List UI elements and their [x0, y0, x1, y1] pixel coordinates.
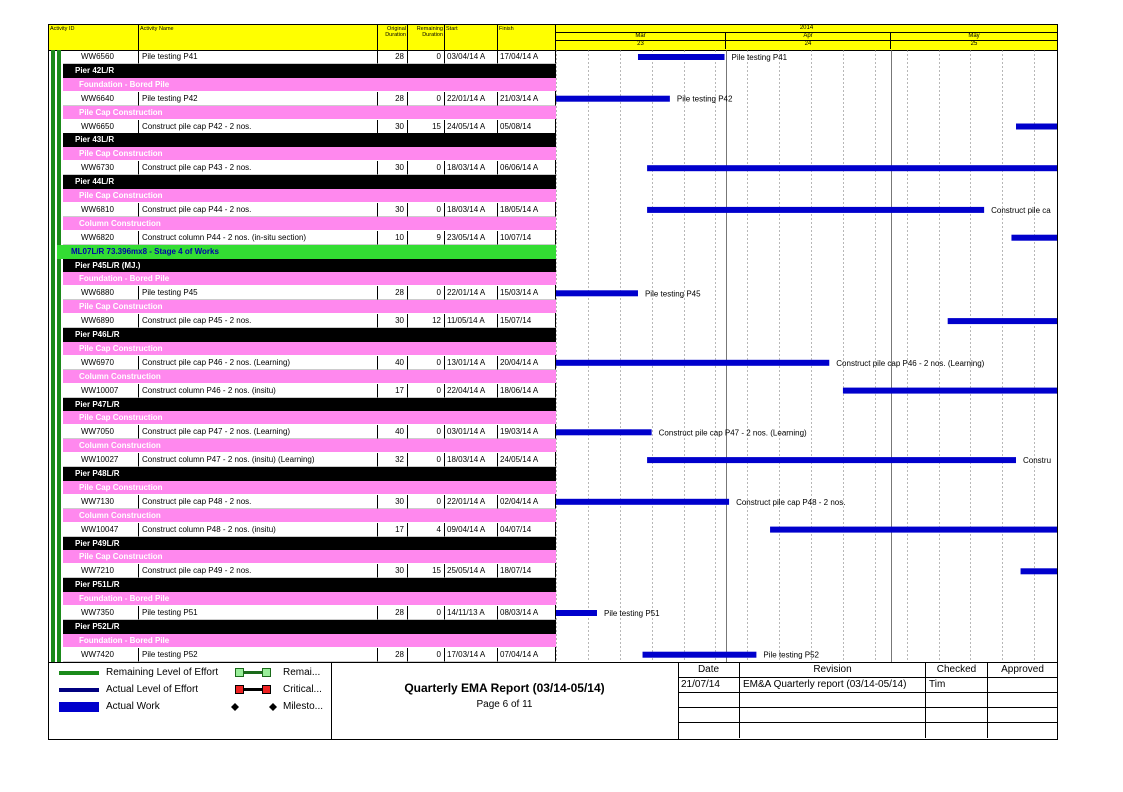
wbs-subgroup-row: [49, 189, 1057, 203]
timeline-month: May: [968, 33, 980, 39]
remaining-duration: 0: [408, 606, 445, 620]
wbs-label: Pier P52L/R: [75, 621, 120, 631]
revision-table: [678, 663, 1057, 740]
header-finish[interactable]: Finish: [498, 25, 556, 50]
activity-id: WW7210: [63, 564, 139, 578]
gantt-bar-label: Construct pile cap P46 - 2 nos. (Learning): [836, 358, 985, 368]
revision-header-date: Date: [678, 663, 740, 678]
wbs-subgroup-row: [49, 217, 1057, 231]
header-start[interactable]: Start: [445, 25, 498, 50]
wbs-label: Column Construction: [79, 510, 161, 520]
milestone-icon: [229, 701, 279, 713]
wbs-band: [63, 133, 556, 147]
original-duration: 30: [378, 120, 408, 134]
activity-row[interactable]: [49, 92, 1057, 106]
report-title-block: [331, 663, 679, 740]
original-duration: 17: [378, 523, 408, 537]
original-duration: 28: [378, 648, 408, 662]
activity-name: Construct pile cap P43 - 2 nos.: [139, 161, 378, 175]
finish-date: 06/06/14 A: [498, 161, 556, 175]
activity-name: Pile testing P52: [139, 648, 378, 662]
legend-critical-link: [244, 688, 262, 691]
gantt-bar-label: Construct pile cap P48 - 2 nos.: [736, 497, 846, 507]
revision-empty-cell: [926, 693, 988, 708]
remaining-duration: 0: [408, 648, 445, 662]
wbs-label: Pile Cap Construction: [79, 191, 163, 200]
wbs-subgroup-row: [49, 78, 1057, 92]
wbs-label: Pier P46L/R: [75, 330, 120, 339]
remaining-duration: 0: [408, 453, 445, 467]
activity-id: WW6970: [63, 356, 139, 370]
wbs-label: Pile Cap Construction: [79, 482, 163, 492]
legend-remaining-work-link: [244, 671, 262, 674]
activity-row[interactable]: [49, 564, 1057, 578]
finish-date: 15/07/14: [498, 314, 556, 328]
activity-id: WW10007: [63, 384, 139, 398]
wbs-label: ML07L/R 73.396mx8 - Stage 4 of Works: [71, 246, 219, 256]
wbs-band: [63, 578, 556, 592]
wbs-pier-row: [49, 328, 1057, 342]
wbs-pier-row: [49, 398, 1057, 412]
start-date: 09/04/14 A: [445, 523, 498, 537]
legend: [49, 663, 332, 740]
original-duration: 30: [378, 495, 408, 509]
wbs-label: Pile Cap Construction: [79, 107, 163, 117]
legend-critical-swatch: [235, 685, 244, 694]
start-date: 23/05/14 A: [445, 231, 498, 245]
wbs-subgroup-row: [49, 592, 1057, 606]
wbs-stage-row: [49, 245, 1057, 259]
wbs-subgroup-row: [49, 439, 1057, 453]
wbs-band: [63, 467, 556, 481]
legend-remaining-work: Remai...: [283, 667, 321, 678]
wbs-subgroup-row: [49, 509, 1057, 523]
start-date: 03/04/14 A: [445, 50, 498, 64]
revision-empty-cell: [988, 708, 1057, 723]
wbs-label: Foundation - Bored Pile: [79, 635, 170, 645]
legend-actual-work: Actual Work: [106, 701, 160, 712]
activity-name: Pile testing P51: [139, 606, 378, 620]
original-duration: 40: [378, 356, 408, 370]
original-duration: 30: [378, 161, 408, 175]
wbs-band: [63, 398, 556, 412]
finish-date: 07/04/14 A: [498, 648, 556, 662]
original-duration: 30: [378, 203, 408, 217]
start-date: 22/04/14 A: [445, 384, 498, 398]
finish-date: 18/06/14 A: [498, 384, 556, 398]
activity-row[interactable]: [49, 453, 1057, 467]
legend-actual-loe-swatch: [59, 688, 99, 692]
wbs-subgroup-row: [49, 342, 1057, 356]
finish-date: 18/05/14 A: [498, 203, 556, 217]
wbs-subgroup-row: [49, 147, 1057, 161]
gantt-bar-label: Pile testing P45: [644, 289, 701, 299]
start-date: 22/01/14 A: [445, 495, 498, 509]
remaining-duration: 0: [408, 495, 445, 509]
wbs-pier-row: [49, 620, 1057, 634]
revision-checked: Tim: [926, 678, 988, 693]
finish-date: 21/03/14 A: [498, 92, 556, 106]
original-duration: 32: [378, 453, 408, 467]
start-date: 17/03/14 A: [445, 648, 498, 662]
timeline-months-row: [556, 33, 1057, 41]
gantt-bar-label: Constru: [1023, 456, 1052, 466]
finish-date: 02/04/14 A: [498, 495, 556, 509]
wbs-label: Foundation - Bored Pile: [79, 594, 170, 604]
start-date: 22/01/14 A: [445, 92, 498, 106]
activity-name: Construct pile cap P48 - 2 nos.: [139, 495, 378, 509]
wbs-label: Pier P45L/R (MJ.): [75, 260, 141, 270]
start-date: 03/01/14 A: [445, 425, 498, 439]
activity-row[interactable]: [49, 356, 1057, 370]
report-title: Quarterly EMA Report (03/14-05/14): [404, 681, 605, 695]
wbs-label: Foundation - Bored Pile: [79, 274, 170, 284]
activity-row[interactable]: [49, 231, 1057, 245]
activity-row[interactable]: [49, 606, 1057, 620]
finish-date: 15/03/14 A: [498, 286, 556, 300]
remaining-duration: 0: [408, 161, 445, 175]
wbs-label: Pile Cap Construction: [79, 302, 163, 312]
activity-name: Construct column P46 - 2 nos. (insitu): [139, 384, 378, 398]
remaining-duration: 0: [408, 50, 445, 64]
header-activity-id[interactable]: Activity ID: [49, 25, 139, 50]
activity-name: Construct pile cap P49 - 2 nos.: [139, 564, 378, 578]
timeline-quarters-row: [556, 41, 1057, 49]
wbs-label: Pile Cap Construction: [79, 413, 163, 423]
wbs-label: Column Construction: [79, 218, 161, 228]
wbs-label: Pier P47L/R: [75, 399, 120, 409]
wbs-label: Pile Cap Construction: [79, 552, 163, 562]
wbs-subgroup-row: [49, 106, 1057, 120]
timeline-month: Mar: [556, 33, 726, 41]
activity-row[interactable]: [49, 120, 1057, 134]
timeline-month: Apr: [726, 33, 891, 41]
activity-row[interactable]: [49, 425, 1057, 439]
gantt-bar-label: Construct pile cap P47 - 2 nos. (Learning): [658, 428, 807, 438]
revision-empty-cell: [678, 723, 740, 738]
activity-id: WW6810: [63, 203, 139, 217]
wbs-subgroup-row: [49, 272, 1057, 286]
start-date: 11/05/14 A: [445, 314, 498, 328]
revision-empty-cell: [678, 708, 740, 723]
original-duration: 30: [378, 564, 408, 578]
header-original-duration[interactable]: Original Duration: [378, 25, 408, 50]
start-date: 14/11/13 A: [445, 606, 498, 620]
timeline-header: [556, 25, 1057, 50]
activity-id: WW7130: [63, 495, 139, 509]
legend-remaining-work-swatch: [262, 668, 271, 677]
revision-empty-cell: [926, 708, 988, 723]
finish-date: 10/07/14: [498, 231, 556, 245]
timeline-quarter: 25: [970, 41, 978, 47]
start-date: 22/01/14 A: [445, 286, 498, 300]
revision-empty-cell: [988, 693, 1057, 708]
wbs-subgroup-row: [49, 550, 1057, 564]
remaining-duration: 4: [408, 523, 445, 537]
wbs-pier-row: [49, 537, 1057, 551]
finish-date: 05/08/14: [498, 120, 556, 134]
original-duration: 28: [378, 286, 408, 300]
activity-name: Construct pile cap P47 - 2 nos. (Learning): [139, 425, 378, 439]
revision-header-revision: Revision: [740, 663, 926, 678]
revision-description: EM&A Quarterly report (03/14-05/14): [740, 678, 926, 693]
original-duration: 28: [378, 50, 408, 64]
wbs-label: Pier 44L/R: [75, 177, 115, 187]
wbs-subgroup-row: [49, 370, 1057, 384]
activity-id: WW7420: [63, 648, 139, 662]
wbs-band: [63, 64, 556, 78]
revision-empty-cell: [740, 723, 926, 738]
remaining-duration: 15: [408, 120, 445, 134]
timeline-year: 2014: [556, 25, 1057, 33]
wbs-band: [63, 175, 556, 189]
revision-empty-cell: [740, 708, 926, 723]
header-activity-name[interactable]: Activity Name: [139, 25, 378, 50]
activity-id: WW6890: [63, 314, 139, 328]
revision-header-approved: Approved: [988, 663, 1057, 678]
revision-empty-cell: [988, 723, 1057, 738]
activity-id: WW6650: [63, 120, 139, 134]
remaining-duration: 12: [408, 314, 445, 328]
start-date: 25/05/14 A: [445, 564, 498, 578]
activity-name: Construct column P48 - 2 nos. (insitu): [139, 523, 378, 537]
wbs-label: Pier P49L/R: [75, 538, 120, 548]
finish-date: 18/07/14: [498, 564, 556, 578]
revision-date: 21/07/14: [678, 678, 740, 693]
legend-critical-swatch: [262, 685, 271, 694]
wbs-label: Column Construction: [79, 371, 161, 381]
activity-name: Construct pile cap P42 - 2 nos.: [139, 120, 378, 134]
finish-date: 04/07/14: [498, 523, 556, 537]
wbs-pier-row: [49, 64, 1057, 78]
wbs-label: Pier 43L/R: [75, 135, 115, 145]
activity-id: WW6880: [63, 286, 139, 300]
finish-date: 24/05/14 A: [498, 453, 556, 467]
activity-name: Construct pile cap P44 - 2 nos.: [139, 203, 378, 217]
wbs-pier-row: [49, 578, 1057, 592]
original-duration: 28: [378, 606, 408, 620]
original-duration: 10: [378, 231, 408, 245]
wbs-label: Pile Cap Construction: [79, 149, 163, 159]
wbs-band: [63, 537, 556, 551]
remaining-duration: 0: [408, 384, 445, 398]
activity-id: WW10047: [63, 523, 139, 537]
finish-date: 20/04/14 A: [498, 356, 556, 370]
remaining-duration: 0: [408, 356, 445, 370]
wbs-label: Pier P48L/R: [75, 469, 120, 478]
activity-table: [49, 50, 1057, 662]
schedule-sheet: [48, 24, 1058, 740]
wbs-label: Column Construction: [79, 441, 161, 451]
remaining-duration: 15: [408, 564, 445, 578]
activity-row[interactable]: [49, 286, 1057, 300]
activity-id: WW7050: [63, 425, 139, 439]
legend-remaining-work-swatch: [235, 668, 244, 677]
start-date: 18/03/14 A: [445, 161, 498, 175]
finish-date: 19/03/14 A: [498, 425, 556, 439]
activity-name: Pile testing P41: [139, 50, 378, 64]
legend-milestone: Milesto...: [283, 701, 324, 712]
wbs-pier-row: [49, 175, 1057, 189]
revision-approved: [988, 678, 1057, 693]
start-date: 13/01/14 A: [445, 356, 498, 370]
page-number: Page 6 of 11: [476, 699, 533, 710]
legend-actual-loe: Actual Level of Effort: [106, 684, 199, 695]
header-remaining-duration[interactable]: Remaining Duration: [408, 25, 445, 50]
timeline-quarter: 24: [726, 41, 891, 49]
activity-row[interactable]: [49, 161, 1057, 175]
remaining-duration: 0: [408, 425, 445, 439]
revision-empty-cell: [926, 723, 988, 738]
gantt-bar-label: Pile testing P42: [676, 94, 733, 104]
gantt-bar-label: Pile testing P51: [603, 609, 660, 618]
start-date: 24/05/14 A: [445, 120, 498, 134]
start-date: 18/03/14 A: [445, 203, 498, 217]
activity-name: Construct column P47 - 2 nos. (insitu) (Learning): [139, 453, 378, 467]
activity-row[interactable]: [49, 203, 1057, 217]
wbs-pier-row: [49, 467, 1057, 481]
activity-name: Construct pile cap P45 - 2 nos.: [139, 314, 378, 328]
activity-id: WW6730: [63, 161, 139, 175]
activity-row[interactable]: [49, 523, 1057, 537]
gantt-bar-label: Pile testing P41: [731, 53, 788, 62]
revision-header-checked: Checked: [926, 663, 988, 678]
wbs-band: [63, 620, 556, 634]
gantt-bar-label: Pile testing P52: [763, 650, 819, 660]
wbs-label: Pier 42L/R: [75, 65, 115, 75]
remaining-duration: 0: [408, 286, 445, 300]
revision-empty-cell: [678, 693, 740, 708]
revision-empty-cell: [740, 693, 926, 708]
footer: [49, 662, 1057, 740]
original-duration: 30: [378, 314, 408, 328]
original-duration: 28: [378, 92, 408, 106]
legend-remaining-loe: Remaining Level of Effort: [106, 667, 219, 678]
activity-id: WW6640: [63, 92, 139, 106]
remaining-duration: 0: [408, 92, 445, 106]
wbs-subgroup-row: [49, 411, 1057, 425]
timeline-quarter: 23: [556, 41, 726, 49]
wbs-label: Pile Cap Construction: [79, 343, 163, 353]
legend-critical: Critical...: [283, 684, 322, 695]
activity-id: WW6820: [63, 231, 139, 245]
activity-row[interactable]: [49, 495, 1057, 509]
original-duration: 17: [378, 384, 408, 398]
column-header: [49, 25, 1057, 51]
activity-id: WW10027: [63, 453, 139, 467]
activity-name: Pile testing P45: [139, 286, 378, 300]
activity-row[interactable]: [49, 314, 1057, 328]
activity-name: Construct pile cap P46 - 2 nos. (Learning): [139, 356, 378, 370]
activity-row[interactable]: [49, 384, 1057, 398]
wbs-pier-row: [49, 259, 1057, 273]
remaining-duration: 9: [408, 231, 445, 245]
start-date: 18/03/14 A: [445, 453, 498, 467]
activity-id: WW7350: [63, 606, 139, 620]
activity-name: Pile testing P42: [139, 92, 378, 106]
activity-name: Construct column P44 - 2 nos. (in-situ section): [139, 231, 378, 245]
wbs-pier-row: [49, 133, 1057, 147]
wbs-subgroup-row: [49, 481, 1057, 495]
legend-actual-work-swatch: [59, 702, 99, 712]
gantt-bar-label: Construct pile ca: [991, 205, 1051, 215]
wbs-subgroup-row: [49, 634, 1057, 648]
remaining-duration: 0: [408, 203, 445, 217]
original-duration: 40: [378, 425, 408, 439]
wbs-subgroup-row: [49, 300, 1057, 314]
finish-date: 17/04/14 A: [498, 50, 556, 64]
wbs-band: [63, 328, 556, 342]
activity-id: WW6560: [63, 50, 139, 64]
activity-row[interactable]: [49, 50, 1057, 64]
legend-remaining-loe-swatch: [59, 671, 99, 675]
wbs-label: Foundation - Bored Pile: [79, 79, 170, 89]
wbs-label: Pier P51L/R: [75, 580, 120, 590]
activity-row[interactable]: [49, 648, 1057, 662]
finish-date: 08/03/14 A: [498, 606, 556, 620]
